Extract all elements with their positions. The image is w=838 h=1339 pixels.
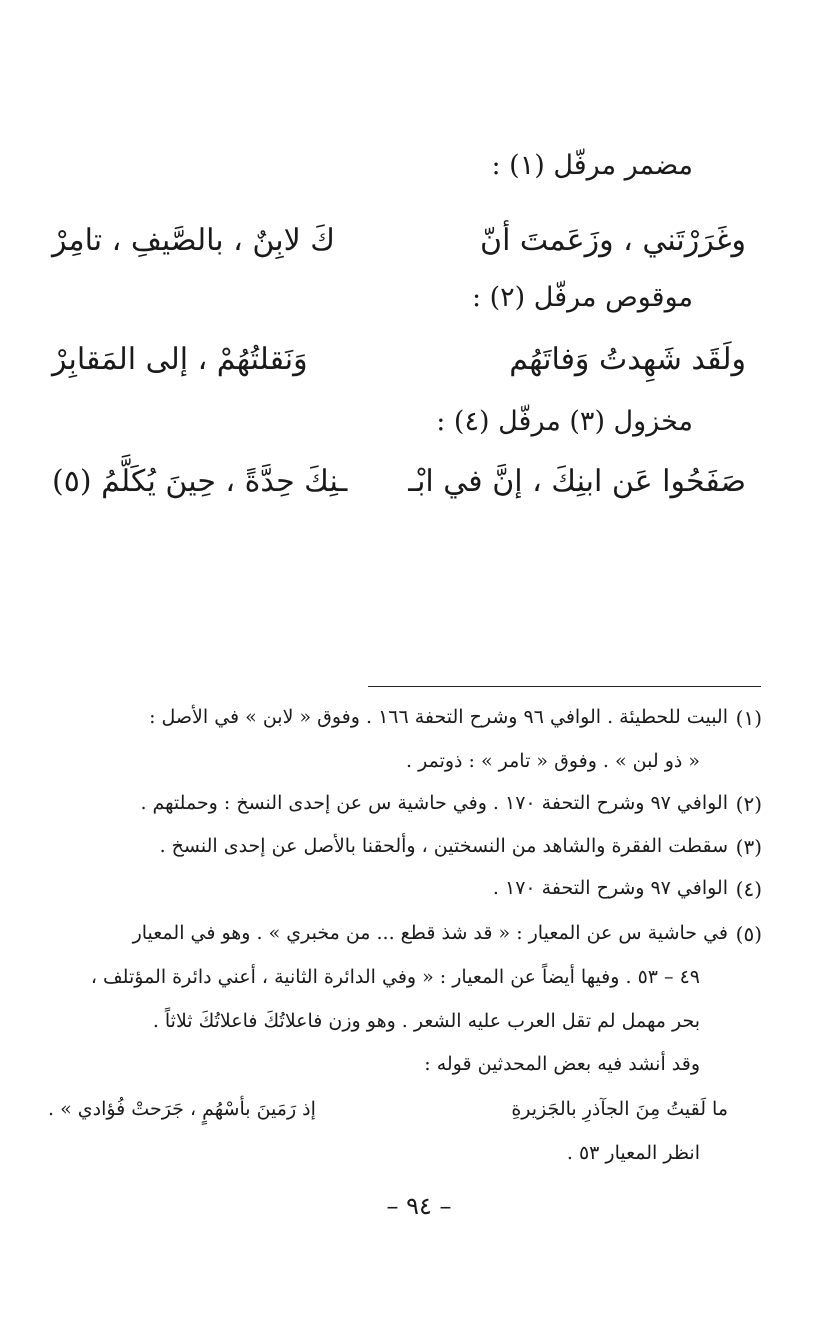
- verse-3-first-hemistich: صَفَحُوا عَن ابنِكَ ، إنَّ في ابْـ: [408, 464, 746, 499]
- footnote-5-text: في حاشية س عن المعيار : « قد شذ قطع ... من مخبري » . وهو في المعيار: [132, 922, 728, 944]
- meter-label-2: موقوص مرفّل (٢) :: [471, 282, 693, 313]
- footnote-5-poem-second-hemistich: إذ رَمَينَ بأسْهُمٍ ، جَرَحتْ فُؤادي » .: [48, 1098, 316, 1120]
- verse-1-second-hemistich: كَ لابِنٌ ، بالصَّيفِ ، تامِرْ: [52, 223, 335, 258]
- footnote-4-number: (٤): [735, 877, 762, 901]
- footnote-2-number: (٢): [735, 792, 762, 816]
- footnote-5-text-line-4: وقد أنشد فيه بعض المحدثين قوله :: [424, 1053, 700, 1075]
- footnote-2-text: الوافي ٩٧ وشرح التحفة ١٧٠ . وفي حاشية س عن إحدى النسخ : وحملتهم .: [140, 792, 728, 814]
- footnote-3-number: (٣): [735, 835, 762, 859]
- footnote-1-text-continued: « ذو لبن » . وفوق « تامر » : ذوتمر .: [406, 750, 700, 772]
- verse-2-second-hemistich: وَنَقلتُهُمْ ، إلى المَقابِرْ: [52, 342, 308, 377]
- meter-label-3: مخزول (٣) مرفّل (٤) :: [436, 406, 693, 437]
- verse-3-second-hemistich: ـنِكَ حِدَّةً ، حِينَ يُكَلَّمُ (٥): [52, 464, 348, 499]
- footnote-5-text-line-6: انظر المعيار ٥٣ .: [566, 1142, 700, 1164]
- footnote-1-text: البيت للحطيئة . الوافي ٩٦ وشرح التحفة ١٦٦ . وفوق « لابن » في الأصل :: [149, 706, 728, 728]
- verse-1-first-hemistich: وغَرَرْتَني ، وزَعَمتَ أنّ: [480, 223, 746, 258]
- footnote-3-text: سقطت الفقرة والشاهد من النسختين ، وألحقنا بالأصل عن إحدى النسخ .: [159, 835, 728, 857]
- meter-label-1: مضمر مرفّل (١) :: [491, 150, 693, 181]
- footnote-separator: [368, 686, 761, 687]
- footnote-5-number: (٥): [735, 922, 762, 946]
- page-number: – ٩٤ –: [386, 1192, 452, 1220]
- footnote-4-text: الوافي ٩٧ وشرح التحفة ١٧٠ .: [492, 877, 728, 899]
- footnote-5-text-line-2: ٤٩ – ٥٣ . وفيها أيضاً عن المعيار : « وفي الدائرة الثانية ، أعني دائرة المؤتلف ،: [90, 966, 700, 988]
- footnote-1-number: (١): [735, 706, 762, 730]
- verse-2-first-hemistich: ولَقَد شَهِدتُ وَفاتَهُم: [509, 342, 746, 377]
- footnote-5-text-line-3: بحر مهمل لم تقل العرب عليه الشعر . وهو وزن فاعلاتُكَ فاعلاتُكَ ثلاثاً .: [152, 1010, 700, 1032]
- footnote-5-poem-first-hemistich: ما لَقيتُ مِنَ الجآذرِ بالجَزيرةِ: [511, 1098, 728, 1120]
